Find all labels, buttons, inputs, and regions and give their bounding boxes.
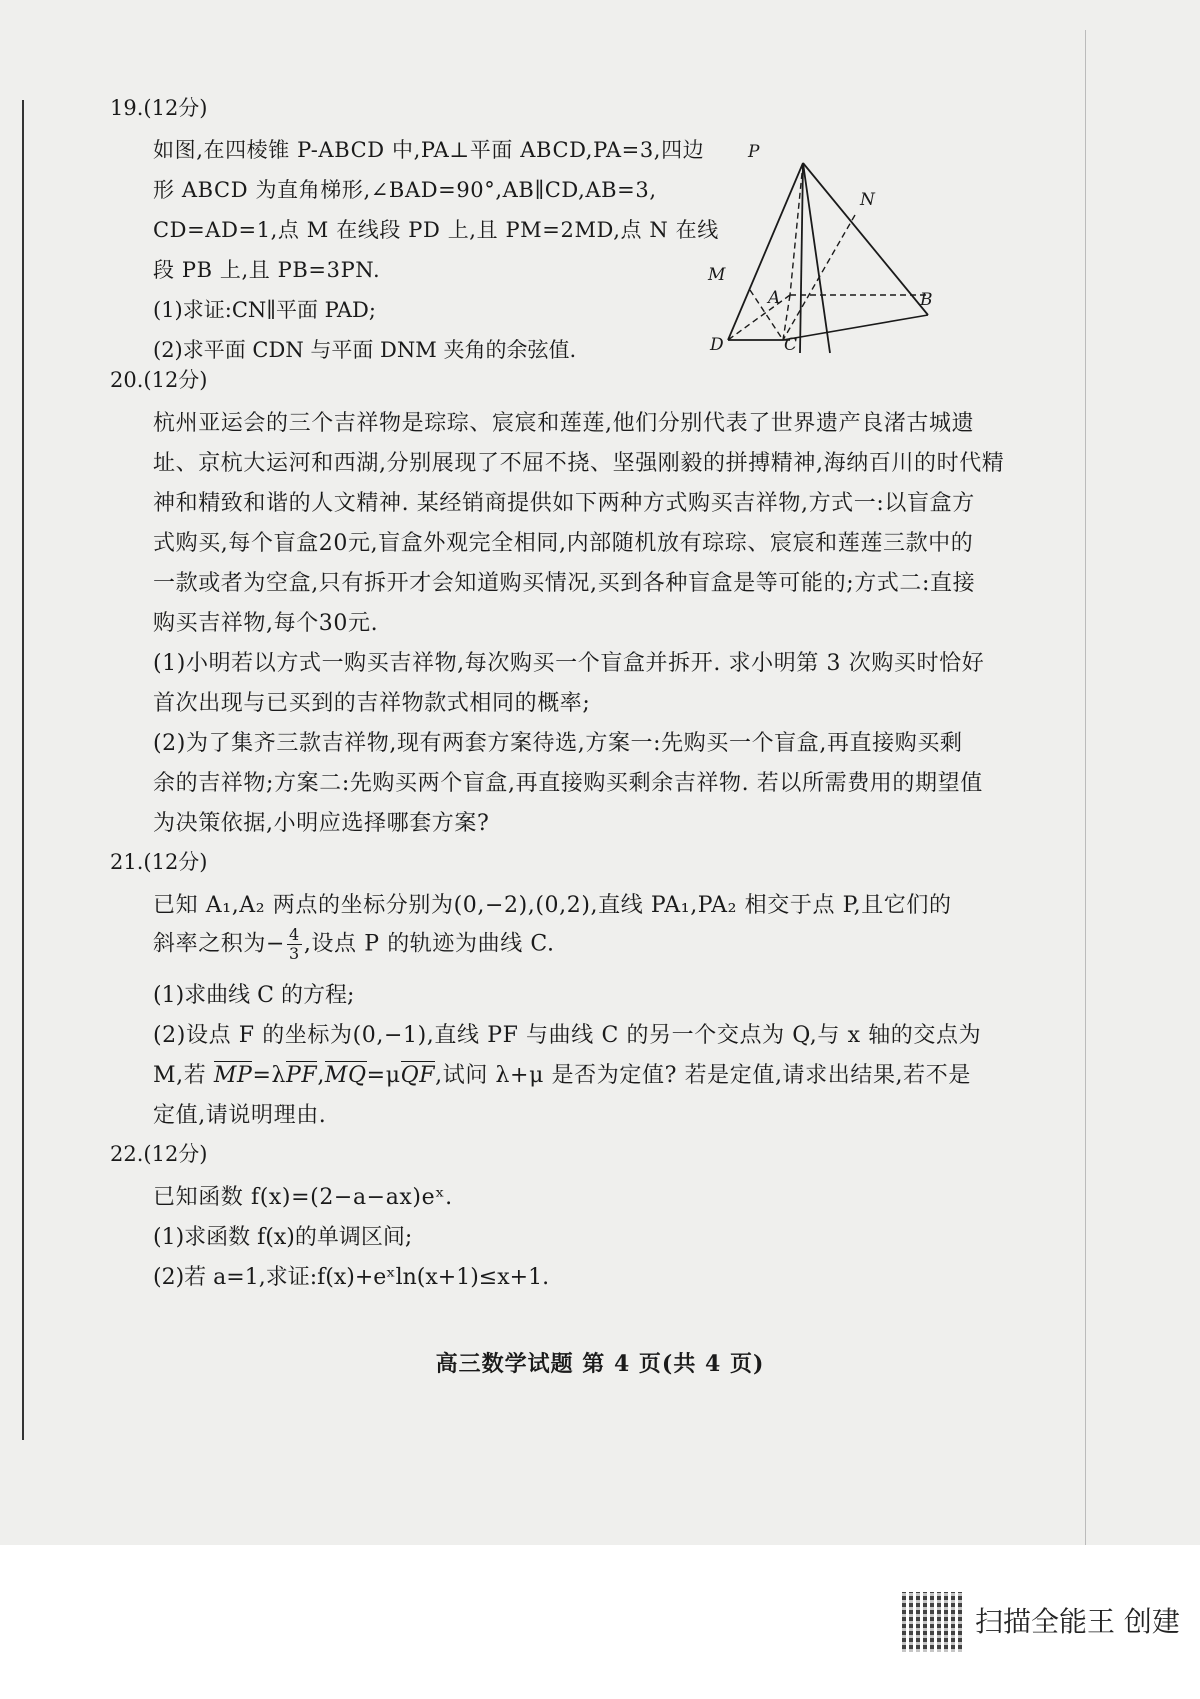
q22-line-1: 已知函数 f(x)=(2−a−ax)eˣ. <box>153 1185 453 1210</box>
label-p: P <box>748 142 760 162</box>
q21-line-2-pre: 斜率之积为− <box>153 931 286 957</box>
q20-line-6: 购买吉祥物,每个30元. <box>153 611 379 636</box>
label-a: A <box>768 288 781 308</box>
page-edge-line <box>1085 30 1086 1670</box>
page-footer: 高三数学试题 第 4 页(共 4 页) <box>435 1351 765 1377</box>
label-n: N <box>860 190 875 210</box>
q20-line-3: 神和精致和谐的人文精神. 某经销商提供如下两种方式购买吉祥物,方式一:以盲盒方 <box>153 491 975 516</box>
vector-mp: MP <box>213 1063 253 1088</box>
q21-line-1: 已知 A₁,A₂ 两点的坐标分别为(0,−2),(0,2),直线 PA₁,PA₂ 相交于点 P,且它们的 <box>153 893 952 918</box>
binding-margin-line <box>22 100 24 1440</box>
q21-part2-line-2 <box>153 1058 971 1089</box>
q19-line-3: CD=AD=1,点 M 在线段 PD 上,且 PM=2MD,点 N 在线 <box>153 218 719 242</box>
q20-part2-line-3: 为决策依据,小明应选择哪套方案? <box>153 811 490 836</box>
q21-part2-line-1: (2)设点 F 的坐标为(0,−1),直线 PF 与曲线 C 的另一个交点为 Q,与 x 轴的交点为 <box>153 1023 982 1048</box>
q19-line-4: 段 PB 上,且 PB=3PN. <box>153 258 381 282</box>
fraction-numerator: 4 <box>289 925 300 944</box>
label-c: C <box>784 335 798 355</box>
q21-line-2 <box>153 926 555 963</box>
q22-header: 22.(12分) <box>110 1142 208 1166</box>
q20-line-1: 杭州亚运会的三个吉祥物是琮琮、宸宸和莲莲,他们分别代表了世界遗产良渚古城遗 <box>153 411 975 436</box>
q21-header: 21.(12分) <box>110 850 208 874</box>
scanner-caption: 扫描全能王 创建 <box>975 1605 1180 1638</box>
fraction-denominator: 3 <box>289 944 300 963</box>
q20-part2-line-2: 余的吉祥物;方案二:先购买两个盲盒,再直接购买剩余吉祥物. 若以所需费用的期望值 <box>153 771 983 796</box>
q21-part2-line-3: 定值,请说明理由. <box>153 1103 327 1128</box>
q20-line-2: 址、京杭大运河和西湖,分别展现了不屈不挠、坚强刚毅的拼搏精神,海纳百川的时代精 <box>153 451 1005 476</box>
qr-code-icon <box>902 1592 962 1652</box>
q21-p2-a: M,若 <box>153 1063 214 1088</box>
q21-p2-e: ,试问 λ+μ 是否为定值? 若是定值,请求出结果,若不是 <box>435 1063 971 1088</box>
label-m: M <box>708 265 726 285</box>
pyramid-figure <box>708 142 1020 375</box>
q20-header: 20.(12分) <box>110 368 208 392</box>
q19-header: 19.(12分) <box>110 96 208 120</box>
vector-qf: QF <box>400 1063 436 1088</box>
q22-part-1: (1)求函数 f(x)的单调区间; <box>153 1225 413 1250</box>
vector-mq: MQ <box>324 1063 367 1088</box>
vector-pf: PF <box>286 1063 318 1088</box>
q20-part2-line-1: (2)为了集齐三款吉祥物,现有两套方案待选,方案一:先购买一个盲盒,再直接购买剩 <box>153 731 963 756</box>
q20-part1-line-2: 首次出现与已买到的吉祥物款式相同的概率; <box>153 691 591 716</box>
label-d: D <box>710 335 724 355</box>
label-b: B <box>920 290 933 310</box>
q20-line-4: 式购买,每个盲盒20元,盲盒外观完全相同,内部随机放有琮琮、宸宸和莲莲三款中的 <box>153 531 974 556</box>
q21-part-1: (1)求曲线 C 的方程; <box>153 983 355 1008</box>
q19-part-1: (1)求证:CN∥平面 PAD; <box>153 298 376 322</box>
q20-line-5: 一款或者为空盒,只有拆开才会知道购买情况,买到各种盲盒是等可能的;方式二:直接 <box>153 571 976 596</box>
q21-line-2-post: ,设点 P 的轨迹为曲线 C. <box>303 931 555 957</box>
q20-part1-line-1: (1)小明若以方式一购买吉祥物,每次购买一个盲盒并拆开. 求小明第 3 次购买时恰好 <box>153 651 985 676</box>
q19-line-2: 形 ABCD 为直角梯形,∠BAD=90°,AB∥CD,AB=3, <box>153 178 657 202</box>
q19-line-1: 如图,在四棱锥 P-ABCD 中,PA⊥平面 ABCD,PA=3,四边 <box>153 138 705 162</box>
q21-p2-c: , <box>317 1063 325 1088</box>
q22-part-2: (2)若 a=1,求证:f(x)+eˣln(x+1)≤x+1. <box>153 1265 550 1290</box>
q19-part-2: (2)求平面 CDN 与平面 DNM 夹角的余弦值. <box>153 338 577 362</box>
q21-p2-d: =μ <box>366 1063 401 1088</box>
fraction-4-3 <box>287 926 302 963</box>
q21-p2-b: =λ <box>252 1063 287 1088</box>
